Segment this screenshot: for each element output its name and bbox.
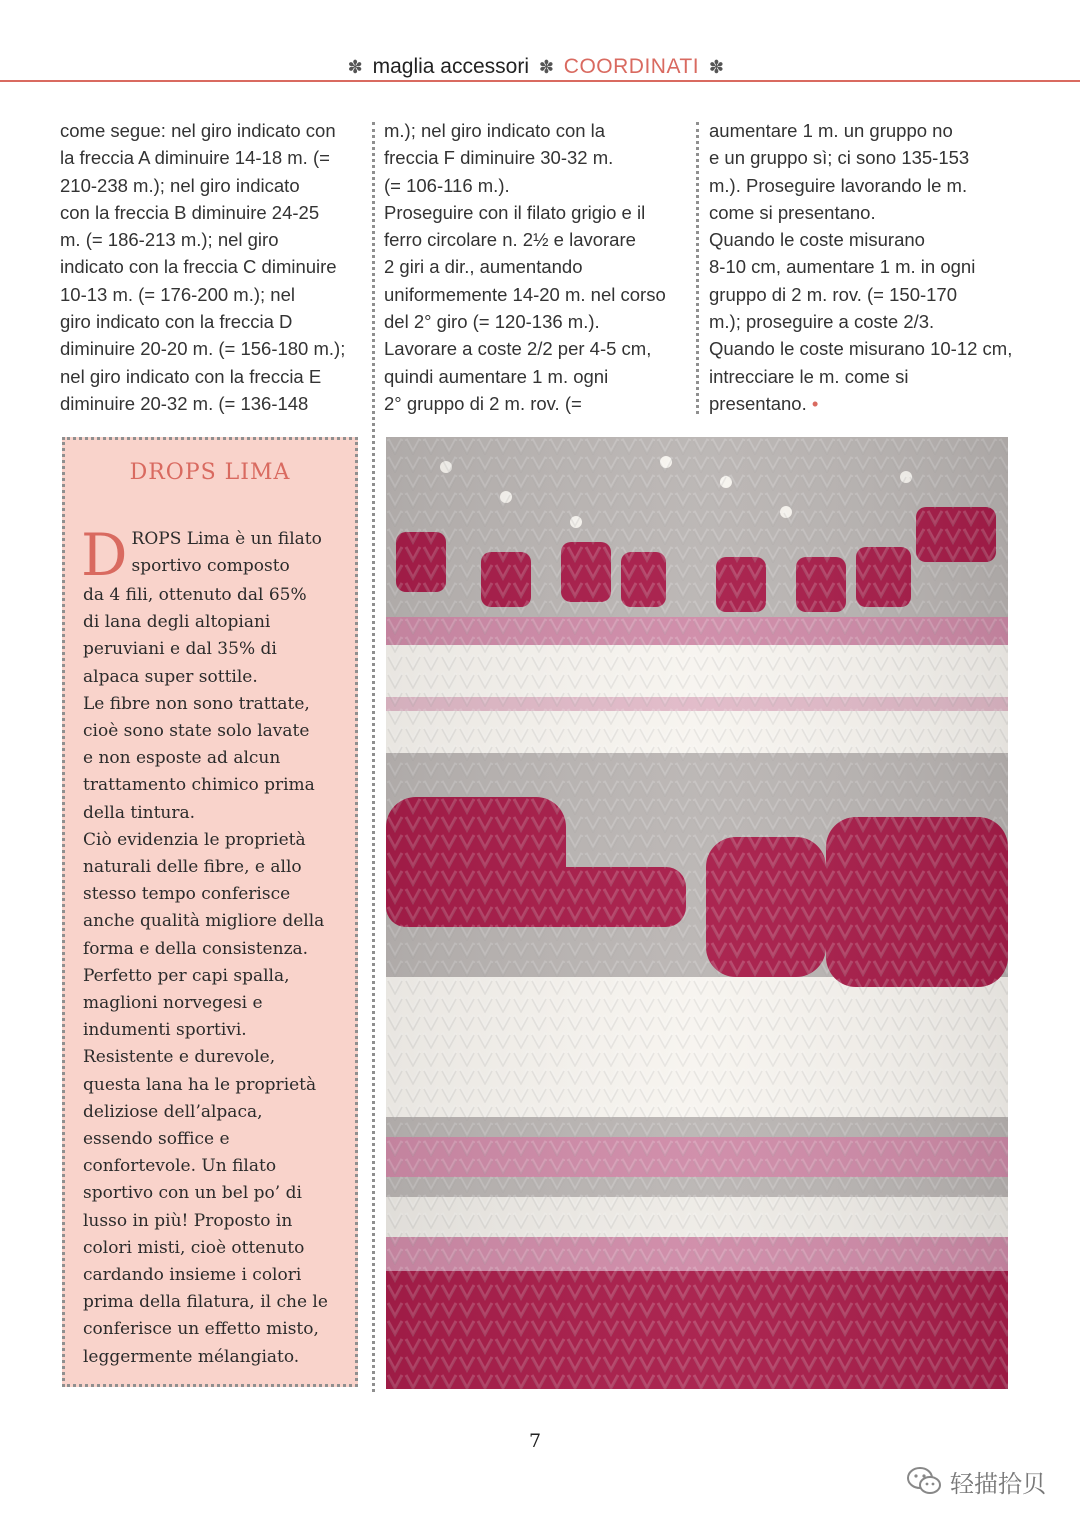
text-line: 2° gruppo di 2 m. rov. (= xyxy=(384,392,582,414)
sidebar-line: questa lana ha le proprietà xyxy=(83,1074,317,1095)
sidebar-line: stesso tempo conferisce xyxy=(83,884,291,905)
text-line: aumentare 1 m. un gruppo no xyxy=(709,120,953,141)
text-line: Proseguire con il filato grigio e il xyxy=(384,201,646,223)
text-line: quindi aumentare 1 m. ogni xyxy=(384,365,609,387)
sidebar-line: Perfetto per capi spalla, xyxy=(83,965,290,986)
page-header xyxy=(0,52,1080,82)
text-line: Quando le coste misurano xyxy=(709,229,925,251)
page-number: 7 xyxy=(528,1430,542,1452)
text-line: 2 giri a dir., aumentando xyxy=(384,256,583,278)
wechat-icon xyxy=(906,1466,942,1496)
header-section: maglia accessori xyxy=(372,55,529,78)
text-line: con la freccia B diminuire 24-25 xyxy=(60,201,320,223)
text-line: diminuire 20-20 m. (= 156-180 m.); xyxy=(60,338,346,360)
text-line: e un gruppo sì; ci sono 135-153 xyxy=(709,147,970,169)
text-line: giro indicato con la freccia D xyxy=(60,311,293,333)
sidebar-line: peruviani e dal 35% di xyxy=(83,639,277,660)
fair-isle-pattern xyxy=(386,437,1008,1389)
sidebar-line: lusso in più! Proposto in xyxy=(83,1210,293,1231)
sidebar-line: da 4 fili, ottenuto dal 65% xyxy=(83,585,307,605)
text-line: 8-10 cm, aumentare 1 m. in ogni xyxy=(709,256,976,278)
sidebar-line: maglioni norvegesi e xyxy=(83,993,263,1014)
watermark xyxy=(906,1464,1046,1498)
sidebar-line: sportivo composto xyxy=(131,556,290,577)
sidebar-line: Resistente e durevole, xyxy=(83,1047,276,1068)
sidebar-body xyxy=(81,521,353,1371)
text-line xyxy=(709,390,1019,417)
end-bullet: • xyxy=(811,392,819,414)
text-line: diminuire 20-32 m. (= 136-148 xyxy=(60,392,309,414)
sidebar-line: ROPS Lima è un filato xyxy=(131,529,322,549)
text-line: (= 106-116 m.). xyxy=(384,174,510,196)
sidebar-line: cardando insieme i colori xyxy=(83,1265,302,1286)
text-line: come segue: nel giro indicato con xyxy=(60,120,336,141)
sidebar-line: cioè sono state solo lavate xyxy=(83,721,310,742)
text-line: freccia F diminuire 30-32 m. xyxy=(384,147,614,169)
sidebar-box xyxy=(62,437,358,1387)
text-line: m.). Proseguire lavorando le m. xyxy=(709,174,968,196)
drop-cap: D xyxy=(81,521,128,589)
flower-icon: ✽ xyxy=(347,57,363,77)
knit-photo xyxy=(386,437,1008,1389)
text-line-content: presentano. xyxy=(709,392,807,414)
sidebar-line: della tintura. xyxy=(83,802,196,823)
sidebar-line: conferisce un effetto misto, xyxy=(83,1319,319,1340)
text-column-2 xyxy=(384,117,684,417)
column-divider xyxy=(696,122,699,414)
text-line: 10-13 m. (= 176-200 m.); nel xyxy=(60,283,295,305)
text-line: nel giro indicato con la freccia E xyxy=(60,365,322,387)
header-category: COORDINATI xyxy=(563,55,700,78)
sidebar-line: essendo soffice e xyxy=(83,1129,230,1150)
text-column-3 xyxy=(709,117,1019,417)
sidebar-line: indumenti sportivi. xyxy=(83,1020,247,1041)
header-title xyxy=(344,52,728,82)
sidebar-line: colori misti, cioè ottenuto xyxy=(83,1237,305,1258)
text-line: ferro circolare n. 2½ e lavorare xyxy=(384,229,636,251)
flower-icon: ✽ xyxy=(538,57,554,77)
sidebar-line: leggermente mélangiato. xyxy=(83,1346,300,1367)
header-rule xyxy=(0,80,1080,82)
sidebar-title: DROPS LIMA xyxy=(129,460,291,485)
sidebar-line: confortevole. Un filato xyxy=(83,1156,277,1177)
sidebar-line: Ciò evidenzia le proprietà xyxy=(83,829,306,850)
text-line: gruppo di 2 m. rov. (= 150-170 xyxy=(709,283,958,305)
text-line: come si presentano. xyxy=(709,201,876,223)
sidebar-line: anche qualità migliore della xyxy=(83,911,325,932)
watermark-text: 轻描拾贝 xyxy=(950,1469,1046,1498)
sidebar-line: di lana degli altopiani xyxy=(83,612,271,633)
sidebar-line: prima della filatura, il che le xyxy=(83,1292,328,1313)
sidebar-line: sportivo con un bel po’ di xyxy=(83,1183,302,1204)
text-line: m.); proseguire a coste 2/3. xyxy=(709,311,935,333)
column-divider xyxy=(372,122,375,1392)
text-line: la freccia A diminuire 14-18 m. (= xyxy=(60,147,330,169)
sidebar-line: naturali delle fibre, e allo xyxy=(83,857,302,878)
text-line: 210-238 m.); nel giro indicato xyxy=(60,174,300,196)
text-line: m. (= 186-213 m.); nel giro xyxy=(60,229,279,251)
sidebar-line: forma e della consistenza. xyxy=(83,938,309,959)
sidebar-line: trattamento chimico prima xyxy=(83,775,315,796)
text-line: intrecciare le m. come si xyxy=(709,365,909,387)
sidebar-line: Le fibre non sono trattate, xyxy=(83,693,310,714)
text-line: m.); nel giro indicato con la xyxy=(384,120,606,141)
sidebar-line: alpaca super sottile. xyxy=(83,666,258,687)
text-column-1 xyxy=(60,117,360,417)
text-line: del 2° giro (= 120-136 m.). xyxy=(384,311,600,333)
text-line: Lavorare a coste 2/2 per 4-5 cm, xyxy=(384,338,652,360)
flower-icon: ✽ xyxy=(708,57,724,77)
text-line: uniformemente 14-20 m. nel corso xyxy=(384,283,666,305)
text-line: indicato con la freccia C diminuire xyxy=(60,256,337,278)
sidebar-line: deliziose dell’alpaca, xyxy=(83,1101,263,1122)
sidebar-line: e non esposte ad alcun xyxy=(83,748,281,769)
text-line: Quando le coste misurano 10-12 cm, xyxy=(709,338,1013,360)
